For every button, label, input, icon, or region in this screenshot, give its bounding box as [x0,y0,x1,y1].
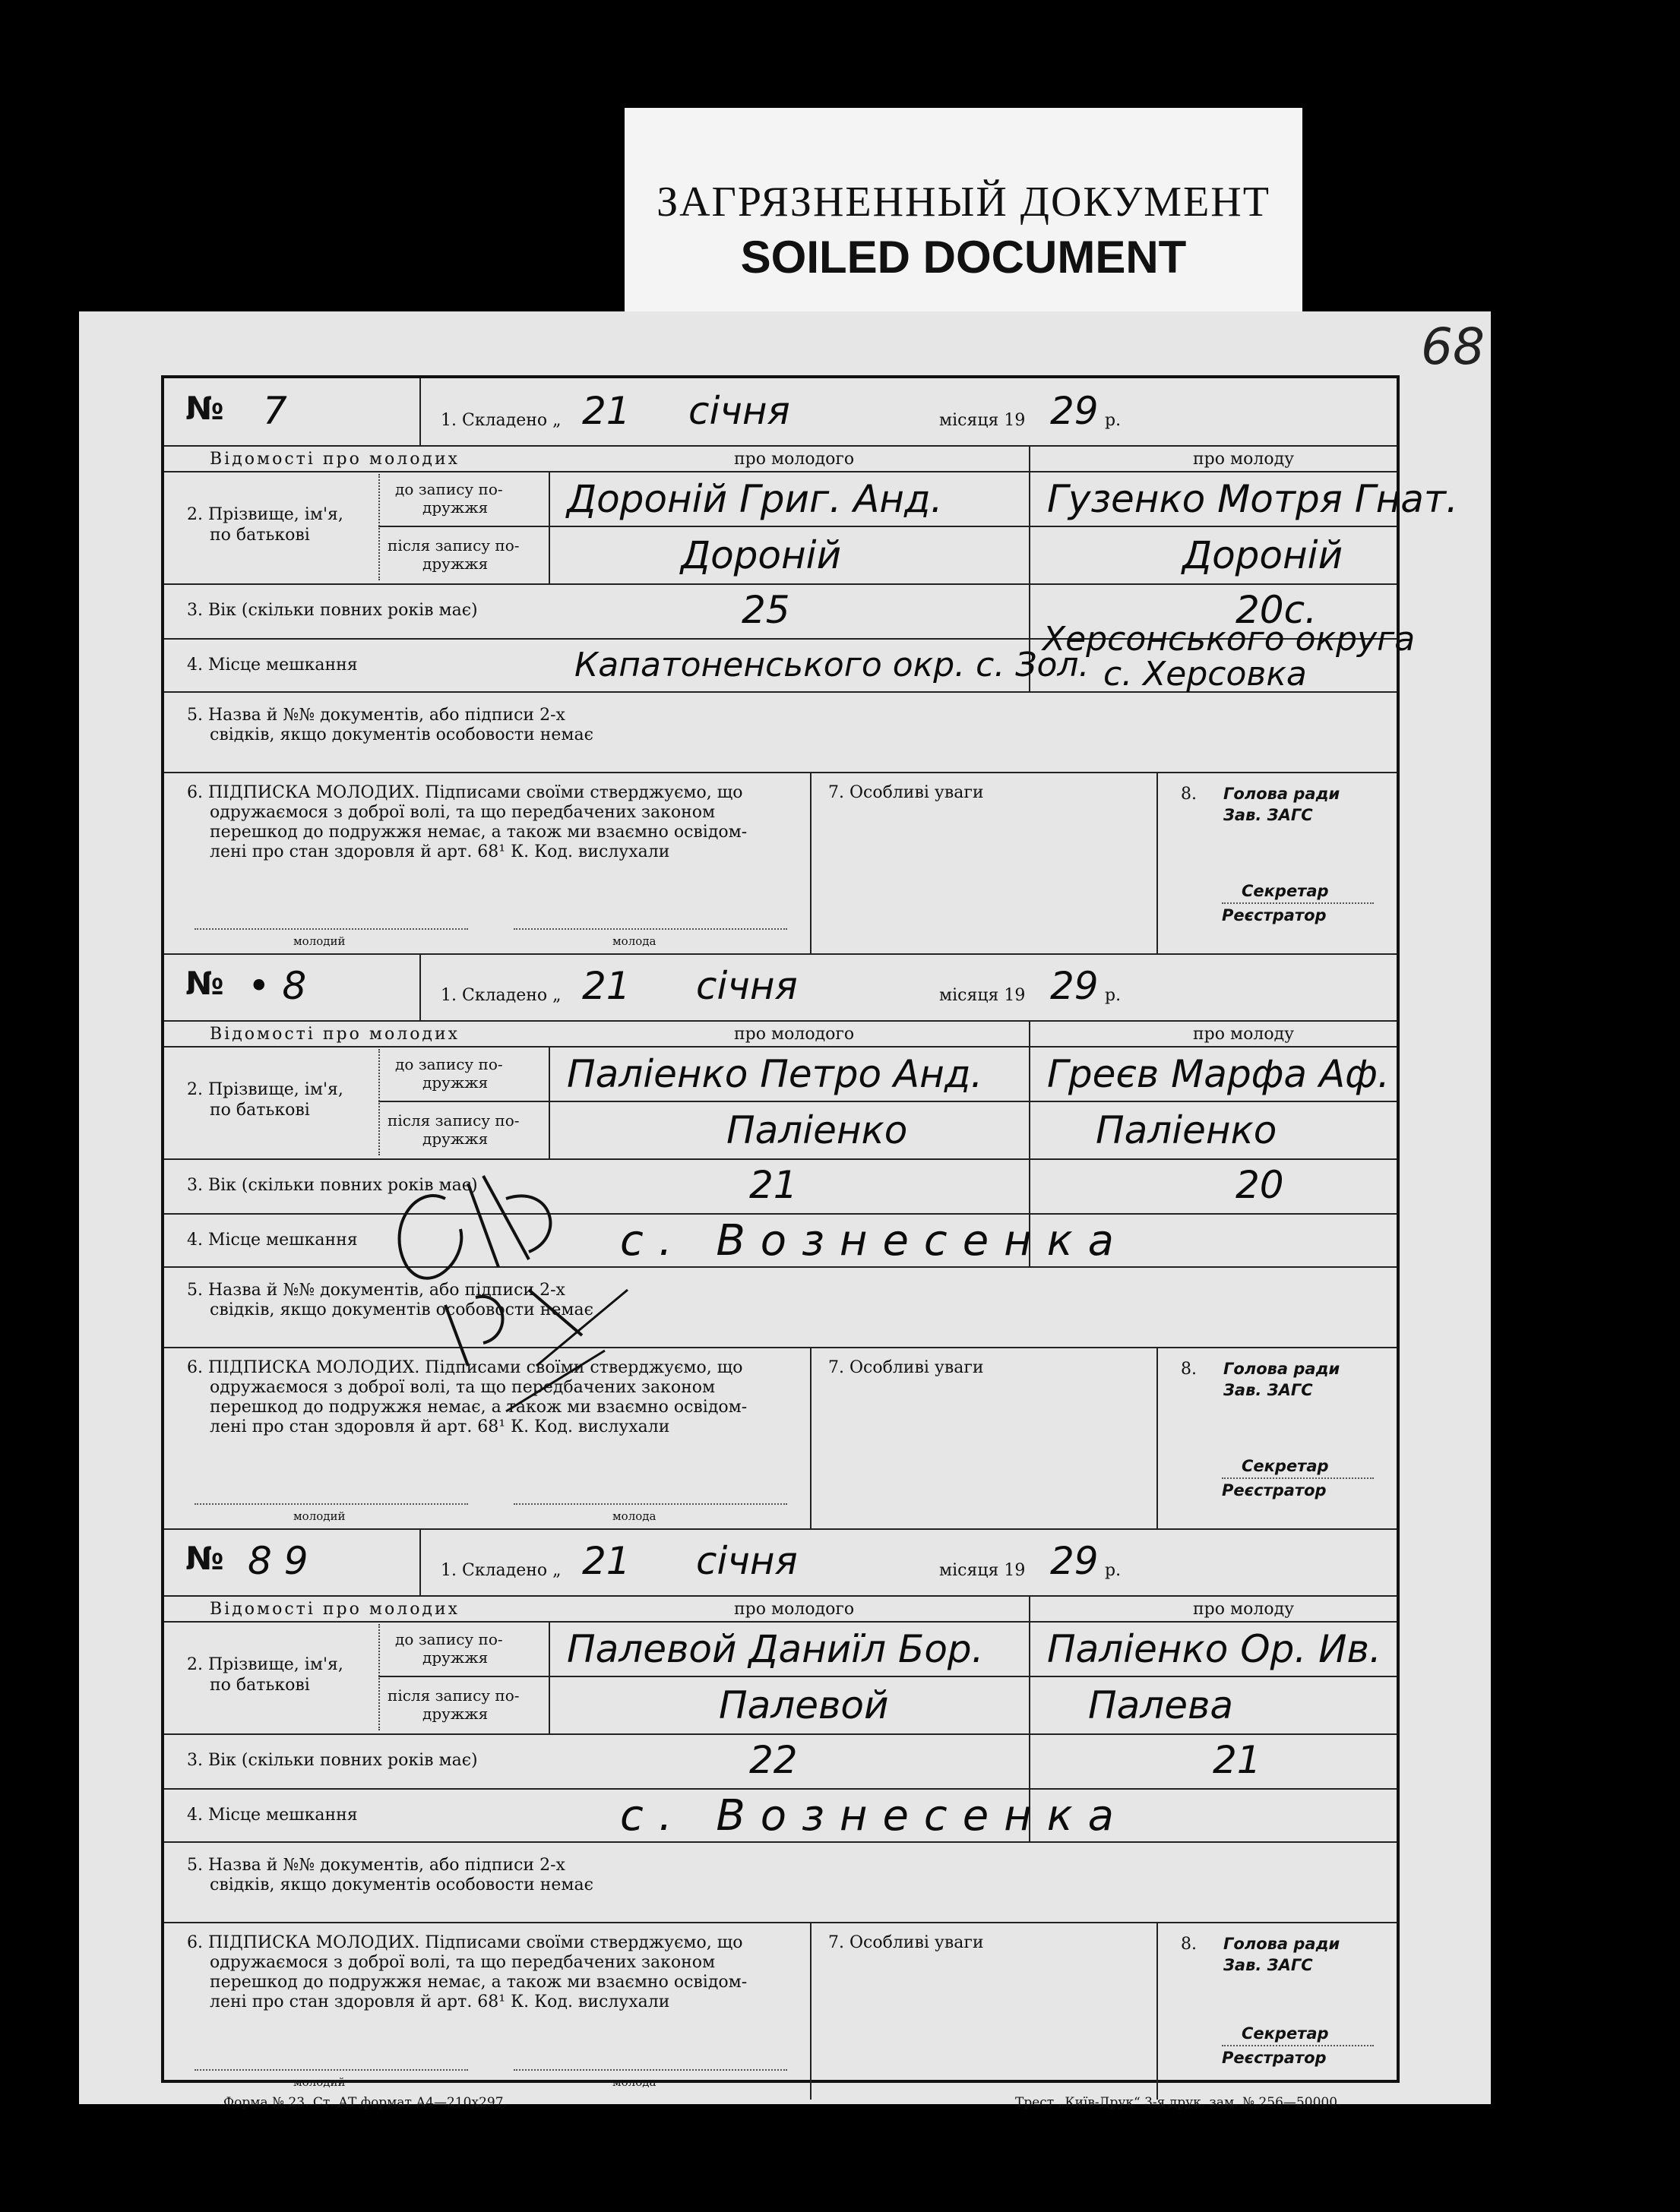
form-footer-right: Трест „Київ-Друк“ 3-я друк. зам. № 256—50000. [1015,2095,1342,2110]
groom-name-after: Дороній [681,533,842,577]
record-year: 29 [1050,389,1099,433]
marriage-record [164,378,1458,953]
pledge-text-2: одружаємося з доброї волі, та що передбачених законом [210,1953,716,1972]
patronymic-label: по батькові [210,1676,310,1695]
page-number: 68 [1421,318,1485,376]
residence-label: 4. Місце мешкання [187,1806,358,1825]
secretary-label: Секретар [1242,2024,1329,2043]
registry-head-label: Зав. ЗАГС [1223,806,1313,824]
groom-residence: Капатоненського окр. с. Зол. [574,646,1090,684]
about-groom-header: про молодого [734,1600,855,1619]
year-suffix: р. [1105,1561,1122,1580]
form-footer-left: Форма № 23. Ст. АТ формат А4—210x297. [223,2095,508,2110]
groom-residence: с. Вознесенка [620,1216,1129,1266]
patronymic-label: по батькові [210,1101,310,1120]
before-marriage-label-2: дружжя [422,1648,489,1667]
before-marriage-label-2: дружжя [422,498,489,517]
about-groom-header: про молодого [734,450,855,469]
groom-name-before: Палевой Даниїл Бор. [567,1627,984,1671]
groom-name-before: Дороній Григ. Анд. [567,477,943,521]
pledge-text-3: перешкод до подружжя немає, а також ми взаємно освідом- [210,1398,748,1417]
bride-residence: Херсонського округа [1042,620,1416,659]
groom-signature-label: молодий [293,1509,346,1523]
after-marriage-label: після запису по- [388,1111,520,1130]
head-number: 8. [1181,785,1197,804]
handwritten-annotation-scribble [354,1138,643,1427]
record-number: 8 9 [248,1539,308,1583]
council-head-label: Голова ради [1223,785,1340,803]
bride-name-after: Паліенко [1096,1108,1277,1152]
groom-age: 21 [749,1163,798,1207]
bride-name-before: Гузенко Мотря Гнат. [1047,477,1458,521]
special-notes-label: 7. Особливі уваги [828,783,984,802]
pledge-text-2: одружаємося з доброї волі, та що передбачених законом [210,1378,716,1397]
pledge-text-4: лені про стан здоровля й арт. 68¹ К. Код. вислухали [210,842,670,861]
pledge-text-2: одружаємося з доброї волі, та що передбачених законом [210,803,716,822]
groom-name-after: Палевой [719,1683,889,1727]
info-header: Відомості про молодих [210,450,460,469]
record-number: • 8 [248,964,307,1008]
form-sheet [79,311,1491,2110]
compiled-label: 1. Складено „ [441,411,562,430]
month-year-label: місяця 19 [939,986,1026,1005]
surname-label: 2. Прізвище, ім'я, [187,1080,343,1099]
marriage-record [164,1528,1397,2103]
groom-name-before: Паліенко Петро Анд. [567,1052,983,1096]
year-suffix: р. [1105,411,1122,430]
groom-signature-label: молодий [293,2075,346,2089]
before-marriage-label: до запису по- [395,1055,503,1073]
documents-label-2: свідків, якщо документів особовости немає [210,725,593,744]
after-marriage-label-2: дружжя [422,1130,489,1148]
documents-label: 5. Назва й №№ документів, або підписи 2-х [187,1856,565,1875]
marriage-record [164,953,1397,1528]
stamp-russian-text: ЗАГРЯЗНЕННЫЙ ДОКУМЕНТ [656,179,1270,226]
bride-signature-label: молода [612,934,656,948]
after-marriage-label-2: дружжя [422,1705,489,1723]
month-year-label: місяця 19 [939,411,1026,430]
head-number: 8. [1181,1360,1197,1379]
bride-name-after: Дороній [1182,533,1343,577]
record-month: січня [696,964,798,1008]
documents-label: 5. Назва й №№ документів, або підписи 2-х [187,1281,565,1300]
about-bride-header: про молоду [1193,1025,1295,1044]
surname-label: 2. Прізвище, ім'я, [187,505,343,524]
record-day: 21 [582,964,631,1008]
documents-label: 5. Назва й №№ документів, або підписи 2-х [187,706,565,725]
year-suffix: р. [1105,986,1122,1005]
record-year: 29 [1050,964,1099,1008]
special-notes-label: 7. Особливі уваги [828,1933,984,1952]
bride-age: 21 [1213,1738,1261,1782]
after-marriage-label-2: дружжя [422,555,489,573]
registry-head-label: Зав. ЗАГС [1223,1956,1313,1974]
age-label: 3. Вік (скільки повних років має) [187,1176,478,1195]
compiled-label: 1. Складено „ [441,986,562,1005]
before-marriage-label: до запису по- [395,480,503,498]
surname-label: 2. Прізвище, ім'я, [187,1655,343,1674]
bride-signature-label: молода [612,2075,656,2089]
registrar-label: Реєстратор [1222,906,1327,924]
pledge-text-4: лені про стан здоровля й арт. 68¹ К. Код. вислухали [210,1417,670,1436]
record-number: 7 [263,389,287,433]
secretary-label: Секретар [1242,882,1329,900]
before-marriage-label-2: дружжя [422,1073,489,1092]
documents-label-2: свідків, якщо документів особовости немає [210,1875,593,1894]
record-month: січня [696,1539,798,1583]
record-month: січня [688,389,790,433]
pledge-text-3: перешкод до подружжя немає, а також ми взаємно освідом- [210,823,748,842]
before-marriage-label: до запису по- [395,1630,503,1648]
bride-residence-village: с. Херсовка [1103,655,1307,694]
council-head-label: Голова ради [1223,1360,1340,1378]
pledge-text: 6. ПІДПИСКА МОЛОДИХ. Підписами своїми стверджуємо, що [187,1933,743,1952]
soiled-document-stamp [625,108,1302,311]
record-year: 29 [1050,1539,1099,1583]
pledge-text-3: перешкод до подружжя немає, а також ми взаємно освідом- [210,1973,748,1992]
about-groom-header: про молодого [734,1025,855,1044]
about-bride-header: про молоду [1193,450,1295,469]
bride-age: 20 [1235,1163,1284,1207]
compiled-label: 1. Складено „ [441,1561,562,1580]
record-day: 21 [582,1539,631,1583]
pledge-text: 6. ПІДПИСКА МОЛОДИХ. Підписами своїми стверджуємо, що [187,783,743,802]
council-head-label: Голова ради [1223,1935,1340,1953]
stamp-english-text: SOILED DOCUMENT [740,232,1187,283]
record-number-label: № [185,390,224,427]
bride-name-before: Греєв Марфа Аф. [1047,1052,1390,1096]
registry-head-label: Зав. ЗАГС [1223,1381,1313,1399]
residence-label: 4. Місце мешкання [187,1231,358,1250]
special-notes-label: 7. Особливі уваги [828,1358,984,1377]
pledge-text-4: лені про стан здоровля й арт. 68¹ К. Код. вислухали [210,1992,670,2011]
info-header: Відомості про молодих [210,1600,460,1619]
registrar-label: Реєстратор [1222,2049,1327,2067]
month-year-label: місяця 19 [939,1561,1026,1580]
pledge-text: 6. ПІДПИСКА МОЛОДИХ. Підписами своїми стверджуємо, що [187,1358,743,1377]
about-bride-header: про молоду [1193,1600,1295,1619]
record-day: 21 [582,389,631,433]
groom-name-after: Паліенко [726,1108,908,1152]
secretary-label: Секретар [1242,1457,1329,1475]
residence-label: 4. Місце мешкання [187,656,358,675]
head-number: 8. [1181,1935,1197,1954]
registrar-label: Реєстратор [1222,1481,1327,1499]
info-header: Відомості про молодих [210,1025,460,1044]
after-marriage-label: після запису по- [388,536,520,555]
bride-name-after: Палева [1088,1683,1234,1727]
form-frame [161,375,1458,2089]
documents-label-2: свідків, якщо документів особовости немає [210,1300,593,1319]
record-number-label: № [185,965,224,1002]
groom-residence: с. Вознесенка [620,1791,1129,1841]
record-number-label: № [185,1540,224,1577]
bride-signature-label: молода [612,1509,656,1523]
after-marriage-label: після запису по- [388,1686,520,1705]
patronymic-label: по батькові [210,526,310,545]
groom-age: 22 [749,1738,798,1782]
groom-age: 25 [742,588,790,632]
bride-name-before: Паліенко Ор. Ив. [1047,1627,1381,1671]
age-label: 3. Вік (скільки повних років має) [187,1751,478,1770]
groom-signature-label: молодий [293,934,346,948]
bride-age: 20с. [1235,588,1318,632]
age-label: 3. Вік (скільки повних років має) [187,601,478,620]
